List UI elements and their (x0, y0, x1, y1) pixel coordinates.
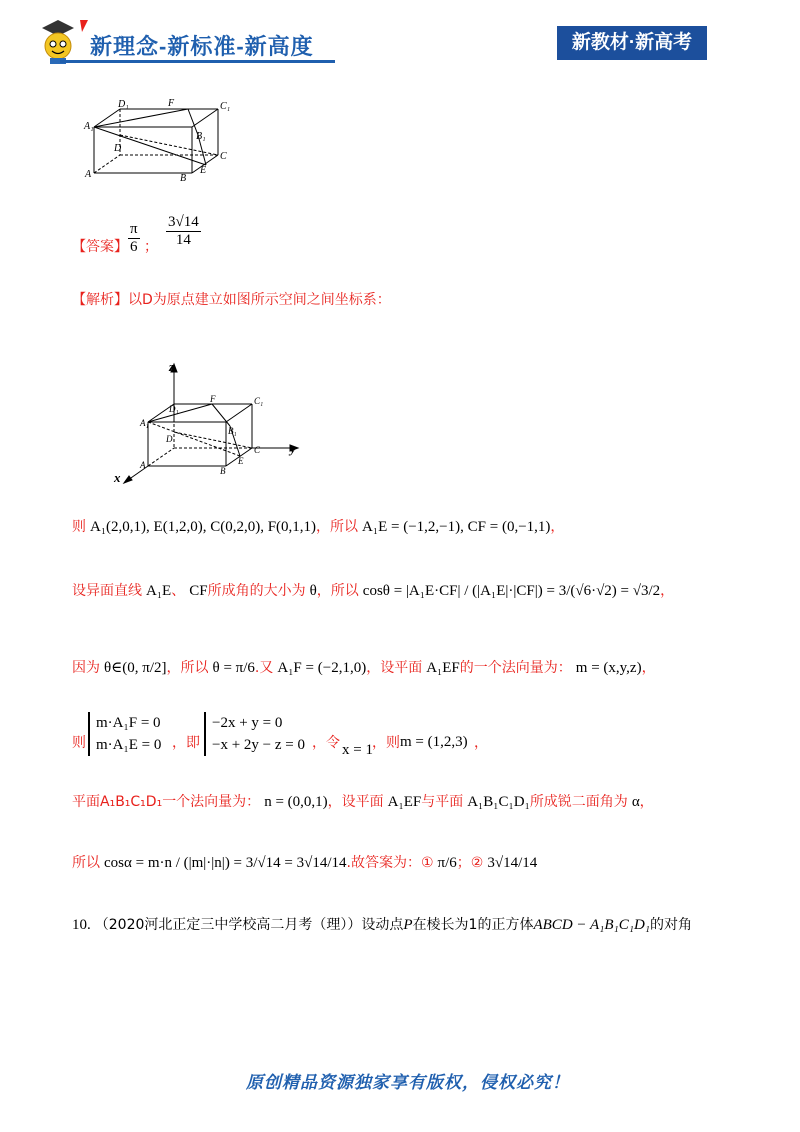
fig1-label: C₁ (220, 101, 231, 112)
fig1-label: E (200, 165, 207, 176)
line4-end: ， (474, 735, 488, 751)
axis-z-label: z (169, 360, 175, 374)
system-2: −2x + y = 0 −x + 2y − z = 0 (204, 712, 305, 756)
fig2-label: A₁ (140, 418, 149, 428)
line4-ling: ，令 (312, 735, 340, 751)
fig1-label: D (114, 143, 122, 154)
header-underline (60, 60, 335, 63)
fig2-label: C (254, 445, 261, 455)
line4-ji: ，即 (172, 735, 200, 751)
question-10: 10. （2020河北正定三中学校高二月考（理））设动点P在棱长为1的正方体ABCD − A₁B₁C₁D₁的对角 (72, 917, 693, 933)
fig2-label: D (166, 434, 173, 444)
solution-line-1: 则 A₁(2,0,1), E(1,2,0), C(0,2,0), F(0,1,1)，所以 A₁E = (−1,2,−1), CF = (0,−1,1)， (72, 519, 565, 535)
cuboid-figure (78, 95, 238, 190)
fig2-label: B₁ (228, 426, 237, 436)
mascot-logo-icon (30, 18, 88, 66)
axis-x-label: x (114, 470, 121, 485)
header-tag: 新教材·新高考 (557, 26, 707, 60)
solution-line-5: 平面A₁B₁C₁D₁一个法向量为： n = (0,0,1)，设平面 A₁EF与平面 A₁B₁C₁D₁所成锐二面角为 α， (72, 794, 654, 810)
answer-sep: ； (144, 239, 158, 255)
fig2-label: A (140, 460, 146, 470)
fig2-label: E (238, 456, 244, 466)
fig1-label: B (180, 173, 187, 184)
page-header (0, 0, 800, 70)
solution-line-6: 所以 cosα = m·n / (|m|·|n|) = 3/√14 = 3√14/14.故答案为：① π/6；② 3√14/14 (72, 855, 538, 871)
analysis-text: 【解析】以D为原点建立如图所示空间之间坐标系： (72, 292, 391, 308)
axis-y-label: y (290, 441, 296, 456)
solution-line-2: 设异面直线 A₁E、 CF所成角的大小为 θ，所以 cosθ = |A₁E·CF| / (|A₁E|·|CF|) = 3/(√6·√2) = √3/2， (72, 583, 675, 599)
fig1-label: A (85, 169, 92, 180)
fig2-label: B (220, 466, 226, 476)
answer-label: 【答案】 (72, 239, 128, 255)
line4-prefix: 则 (72, 735, 86, 751)
solution-line-3: 因为 θ∈(0, π/2]，所以 θ = π/6.又 A₁F = (−2,1,0)，设平面 A₁EF的一个法向量为： m = (x,y,z)， (72, 660, 656, 676)
fig2-label: F (210, 394, 216, 404)
answer-second: $\frac{3√14}{14}$ (168, 214, 199, 248)
system-1: m·A₁F = 0 m·A₁E = 0 (88, 712, 161, 756)
footer-copyright: 原创精品资源独家享有版权，侵权必究！ (246, 1073, 570, 1092)
fig1-label: C (220, 151, 227, 162)
fig1-label: F (168, 98, 175, 109)
line4-ze: ，则 (372, 735, 400, 751)
fig1-label: B₁ (196, 131, 206, 142)
fig1-label: A₁ (84, 121, 94, 132)
line4-x: x = 1 (342, 742, 373, 758)
fig2-label: D₁ (169, 404, 179, 414)
coordinate-figure (112, 360, 312, 488)
fig2-label: C₁ (254, 396, 264, 406)
fig1-label: D₁ (118, 99, 129, 110)
line4-m: m = (1,2,3) (400, 734, 468, 750)
answer-first: $\frac{\pi}{6}$ (130, 221, 138, 255)
header-slogan: 新理念-新标准-新高度 (90, 34, 314, 59)
